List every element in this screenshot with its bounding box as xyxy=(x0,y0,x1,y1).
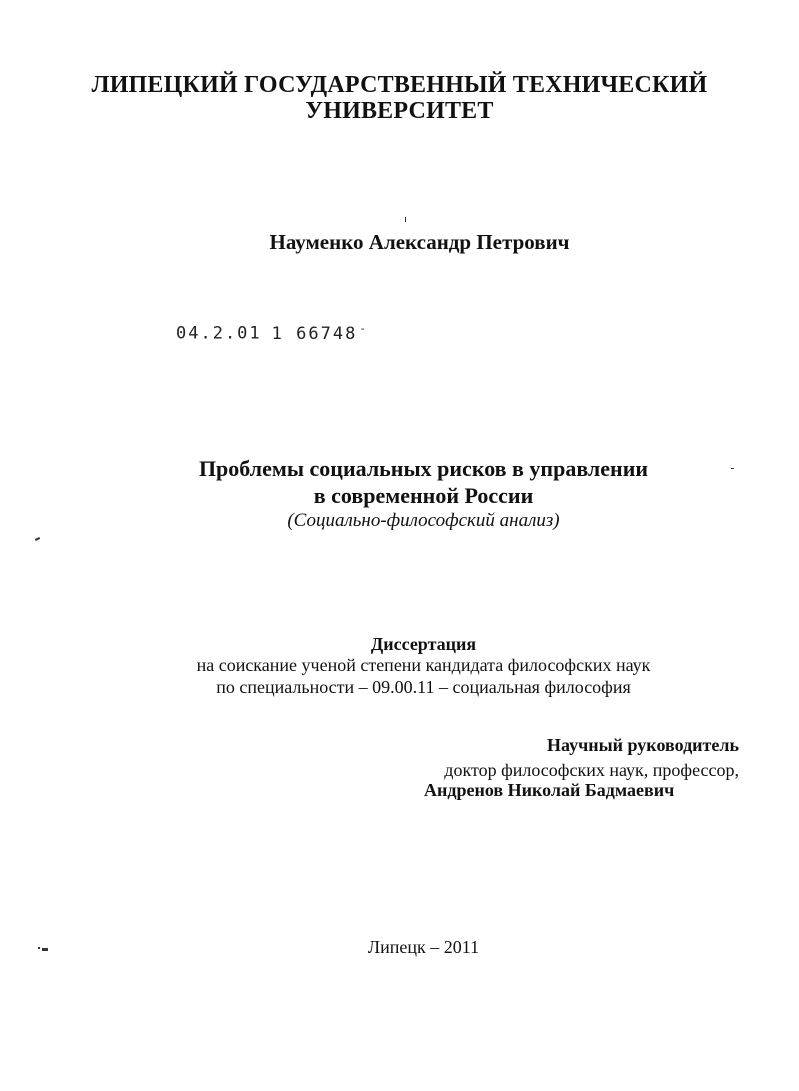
specialty-line: по специальности – 09.00.11 – социальная философия xyxy=(216,677,631,697)
registration-number-part2: 1 66748 xyxy=(271,323,358,344)
author-name: Науменко Александр Петрович xyxy=(269,230,570,254)
registration-number-mark: - xyxy=(359,322,368,335)
registration-number-part1: 04.2.01 xyxy=(176,323,262,344)
supervisor-name: Андренов Николай Бадмаевич xyxy=(424,780,675,800)
scan-speck xyxy=(38,947,40,949)
degree-line: на соискание ученой степени кандидата философских наук xyxy=(196,655,651,675)
registration-number xyxy=(176,322,368,344)
supervisor-heading: Научный руководитель xyxy=(547,735,739,755)
dissertation-title-line2: в современной России xyxy=(313,483,534,508)
scan-speck xyxy=(405,217,406,222)
dissertation-heading: Диссертация xyxy=(370,634,477,654)
university-name-line2: УНИВЕРСИТЕТ xyxy=(305,98,494,124)
city-year: Липецк – 2011 xyxy=(367,937,480,957)
scan-speck xyxy=(35,537,40,541)
dissertation-subtitle: (Социально-философский анализ) xyxy=(287,510,560,531)
supervisor-degree: доктор философских наук, профессор, xyxy=(444,760,739,780)
scan-speck xyxy=(42,948,48,951)
scan-speck xyxy=(731,468,734,469)
university-name-line1: ЛИПЕЦКИЙ ГОСУДАРСТВЕННЫЙ ТЕХНИЧЕСКИЙ xyxy=(91,72,708,98)
dissertation-title-line1: Проблемы социальных рисков в управлении xyxy=(198,456,649,481)
